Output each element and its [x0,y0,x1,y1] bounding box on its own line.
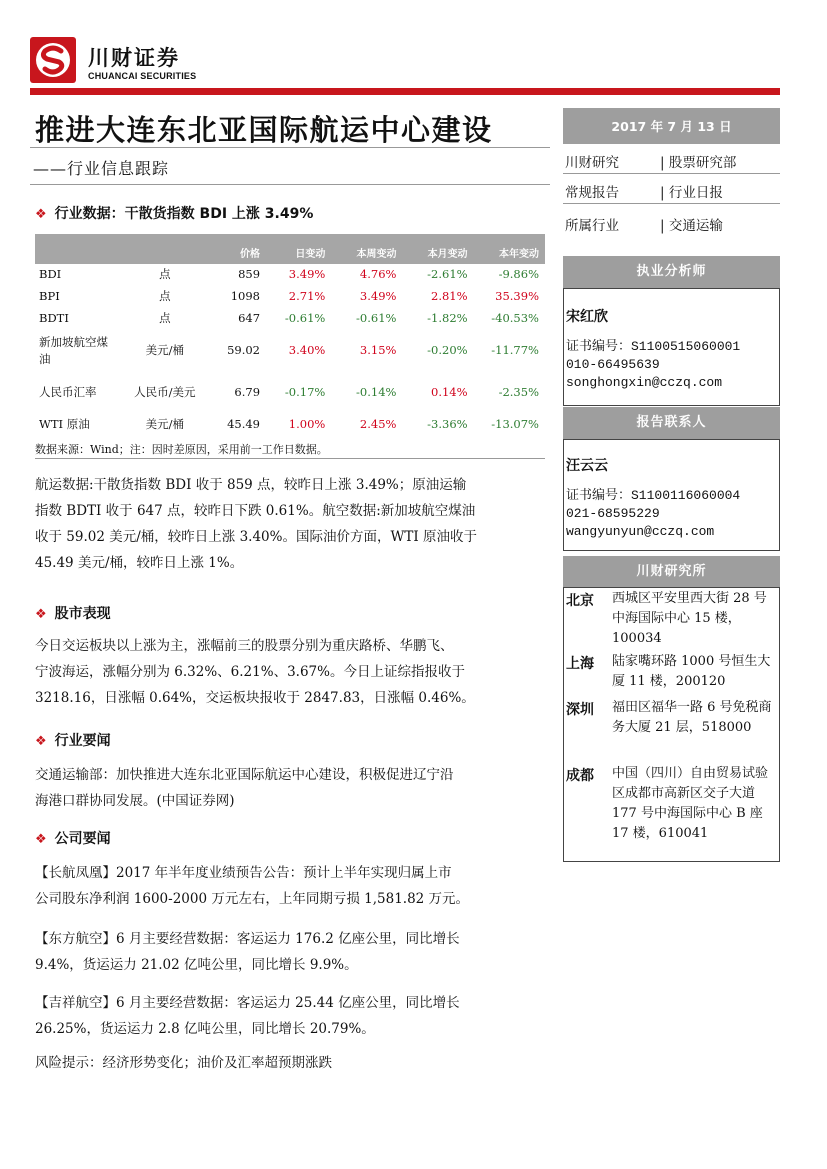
office-address: 中国（四川）自由贸易试验区成都市高新区交子大道 177 号中海国际中心 B 座 17 楼，610041 [612,766,769,841]
row-price: 1098 [230,289,261,304]
info-divider [563,203,780,204]
row-day: -0.17% [284,385,326,400]
report-title: 推进大连东北亚国际航运中心建设 [35,113,493,147]
header-red-bar [30,88,780,95]
table-row [35,286,545,308]
row-year: -40.53% [491,311,539,326]
table-row [35,372,545,414]
row-day: 3.40% [288,343,326,358]
row-month: -1.82% [427,311,468,326]
row-unit: 人民币/美元 [134,385,196,400]
brand-name-cn: 川财证券 [88,46,180,70]
report-date: 2017 年 7 月 13 日 [563,108,780,144]
row-day: 2.71% [288,289,326,304]
diamond-bullet-icon: ❖ [35,734,47,749]
row-month: -2.61% [427,267,468,282]
section-market: ❖ 股市表现 [35,606,111,622]
row-month: -3.36% [427,417,468,432]
contact-header: 报告联系人 [563,407,780,439]
info-label: 川财研究 [565,155,619,171]
row-price: 59.02 [227,343,261,358]
section-industry-news: ❖ 行业要闻 [35,733,111,749]
diamond-bullet-icon: ❖ [35,207,47,222]
analyst-email[interactable]: songhongxin@cczq.com [566,375,723,390]
analyst-cert: 证书编号：S1100515060001 [566,339,741,354]
row-price: 859 [238,267,261,282]
row-day: -0.61% [284,311,326,326]
row-name: 人民币汇率 [39,385,97,400]
row-price: 6.79 [234,385,261,400]
info-label: 所属行业 [565,218,619,234]
row-name: BPI [39,289,60,304]
row-day: 3.49% [288,267,326,282]
row-name: WTI 原油 [39,417,90,432]
row-name: BDI [39,267,62,282]
office-city: 上海 [566,656,594,672]
office-address: 西城区平安里西大街 28 号中海国际中心 15 楼，100034 [612,591,767,646]
company-news-item: 【长航凤凰】2017 年半年度业绩预告公告：预计上半年实现归属上市 公司股东净利润 1600-2000 万元左右，上年同期亏损 1,581.82 万元。 [35,865,470,907]
row-unit: 点 [159,267,171,282]
info-value: | 行业日报 [660,185,723,201]
chuancai-logo-icon [30,37,76,83]
row-unit: 点 [159,289,171,304]
contact-name: 汪云云 [566,458,608,474]
section-industry-data: ❖ 行业数据：干散货指数 BDI 上涨 3.49% [35,206,314,222]
row-year: -2.35% [498,385,539,400]
row-year: -9.86% [498,267,539,282]
institute-header: 川财研究所 [563,556,780,588]
office-address: 福田区福华一路 6 号免税商务大厦 21 层，518000 [612,700,772,735]
office-city: 深圳 [566,702,594,718]
company-news-item: 【吉祥航空】6 月主要经营数据：客运运力 25.44 亿座公里，同比增长 26.25%，货运运力 2.8 亿吨公里，同比增长 20.79%。 [35,995,460,1037]
diamond-bullet-icon: ❖ [35,832,47,847]
row-month: 2.81% [431,289,468,304]
diamond-bullet-icon: ❖ [35,607,47,622]
col-header-month: 本月变动 [402,234,473,264]
info-value: | 股票研究部 [660,155,737,171]
table-row [35,264,545,286]
col-header-day: 日变动 [266,234,331,264]
row-year: 35.39% [495,289,539,304]
title-divider [30,147,550,148]
risk-warning: 风险提示：经济形势变化；油价及汇率超预期涨跌 [35,1055,332,1071]
info-divider [563,173,780,174]
company-news-item: 【东方航空】6 月主要经营数据：客运运力 176.2 亿座公里，同比增长 9.4%，货运运力 21.02 亿吨公里，同比增长 9.9%。 [35,931,460,973]
table-source-note: 数据来源：Wind；注：因时差原因，采用前一工作日数据。 [35,443,328,456]
col-header-year: 本年变动 [474,234,545,264]
col-header-price: 价格 [211,234,266,264]
row-name: 新加坡航空煤油 [39,334,108,366]
section-company-news: ❖ 公司要闻 [35,831,111,847]
row-year: -13.07% [491,417,539,432]
report-subtitle: ——行业信息跟踪 [33,159,170,178]
market-paragraph: 今日交运板块以上涨为主，涨幅前三的股票分别为重庆路桥、华鹏飞、 宁波海运，涨幅分别为 6.32%、6.21%、3.67%。今日上证综指报收于 3218.16，日涨幅 0.64%，交运板块报收于 2847.83，日涨幅 0.46%。 [35,638,475,706]
contact-cert: 证书编号：S1100116060004 [566,488,741,503]
row-week: 3.49% [359,289,397,304]
shipping-paragraph: 航运数据:干散货指数 BDI 收于 859 点，较昨日上涨 3.49%；原油运输 指数 BDTI 收于 647 点，较昨日下跌 0.61%。航空数据:新加坡航空煤油 收于 59.02 美元/桶，较昨日上涨 3.40%。国际油价方面，WTI 原油收于 45.49 美元/桶，较昨日上涨 1%。 [35,477,477,571]
brand-name-en: CHUANCAI SECURITIES [88,71,197,81]
row-week: 3.15% [359,343,397,358]
row-price: 45.49 [227,417,261,432]
info-label: 常规报告 [565,185,619,201]
row-month: -0.20% [427,343,468,358]
row-name: BDTI [39,311,69,326]
info-value: | 交通运输 [660,218,723,234]
row-month: 0.14% [431,385,468,400]
table-header-row [35,234,545,264]
office-city: 成都 [566,768,594,784]
col-header-week: 本周变动 [331,234,402,264]
analyst-phone: 010-66495639 [566,357,660,372]
row-price: 647 [238,311,261,326]
table-row [35,308,545,330]
analyst-header: 执业分析师 [563,256,780,288]
market-data-table [35,234,545,436]
row-week: 4.76% [359,267,397,282]
row-unit: 点 [159,311,171,326]
row-unit: 美元/桶 [145,343,185,358]
office-city: 北京 [566,593,594,609]
row-week: 2.45% [359,417,397,432]
industry-news-paragraph: 交通运输部：加快推进大连东北亚国际航运中心建设，积极促进辽宁沿 海港口群协同发展。(中国证券网) [35,767,454,809]
row-week: -0.14% [356,385,397,400]
subtitle-divider [30,184,550,185]
row-week: -0.61% [356,311,397,326]
row-unit: 美元/桶 [145,417,185,432]
table-row [35,330,545,372]
contact-phone: 021-68595229 [566,506,660,521]
table-bottom-divider [35,458,545,459]
contact-email[interactable]: wangyunyun@cczq.com [566,524,715,539]
table-row [35,414,545,436]
office-address: 陆家嘴环路 1000 号恒生大厦 11 楼，200120 [612,654,771,689]
row-year: -11.77% [491,343,539,358]
row-day: 1.00% [288,417,326,432]
analyst-name: 宋红欣 [566,309,608,325]
